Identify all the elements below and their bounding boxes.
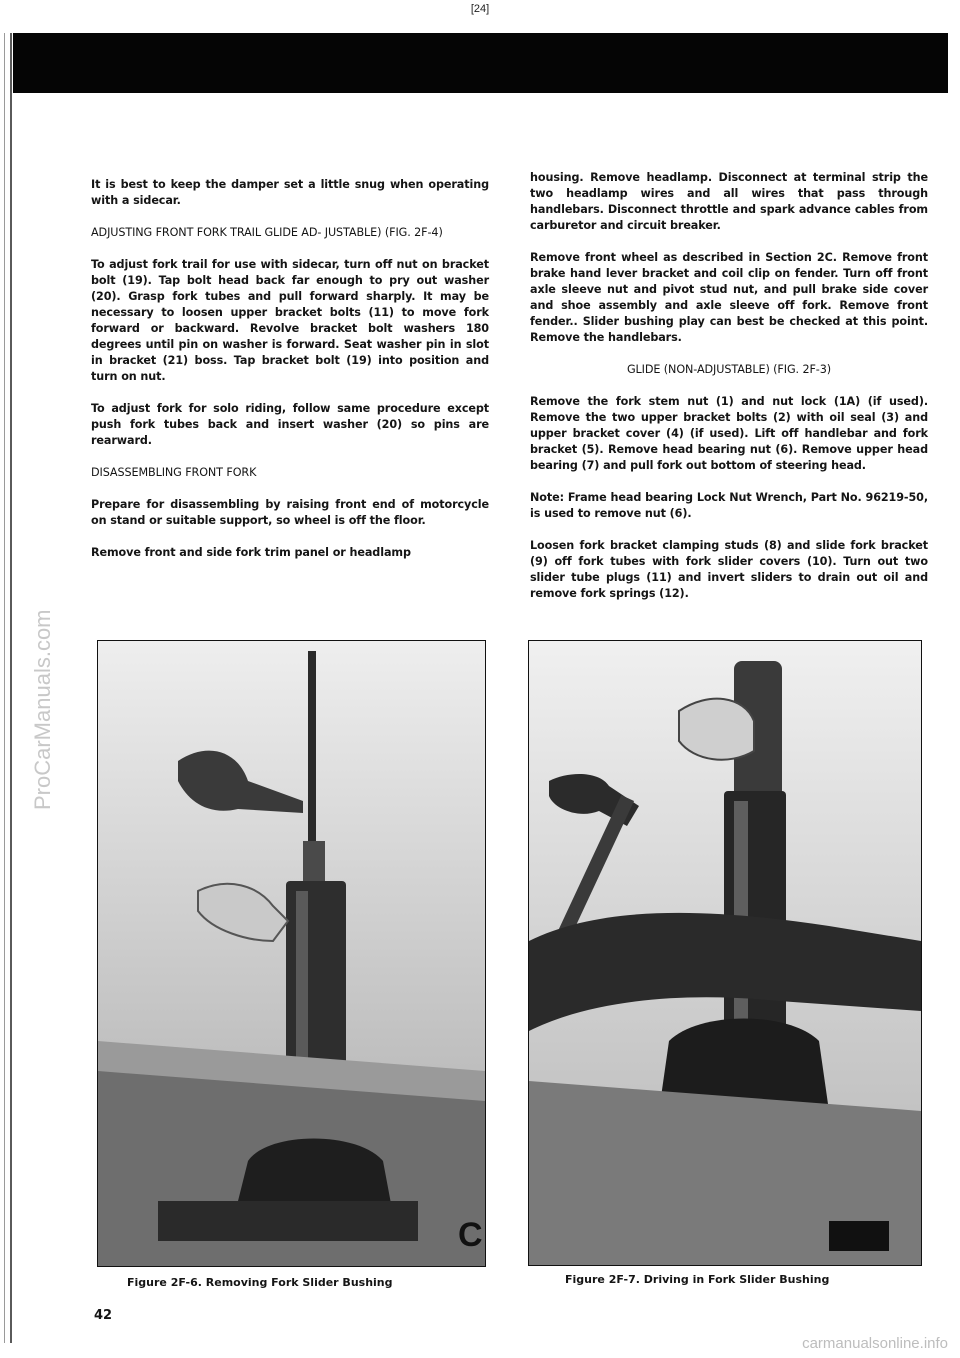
paragraph: Loosen fork bracket clamping studs (8) and slide fork bracket (9) off fork tubes with fork slider covers (10). Turn out two slider tube plugs (11) and invert sliders to drain out oil and remove fork springs (12). bbox=[530, 539, 928, 600]
binding-rule bbox=[10, 33, 12, 1343]
paragraph: Note: Frame head bearing Lock Nut Wrench, Part No. 96219-50, is used to remove nut (6). bbox=[530, 491, 928, 520]
paragraph: Remove front wheel as described in Section 2C. Remove front brake hand lever bracket and coil clip on fender. Turn off front axle sleeve nut and pivot stud nut, and pull brake side cover and shoe assembly and axle sleeve off fork. Remove front fender.. Slider bushing play can best be checked at this point. Remove the handlebars. bbox=[530, 251, 928, 344]
paragraph: housing. Remove headlamp. Disconnect at terminal strip the two headlamp wires and all wires that pass through handlebars. Disconnect throttle and spark advance cables from carburetor and circuit breaker. bbox=[530, 171, 928, 232]
paragraph: Prepare for disassembling by raising front end of motorcycle on stand or suitable support, so wheel is off the floor. bbox=[91, 498, 489, 527]
photo-illustration bbox=[529, 641, 921, 1265]
figure-label: C bbox=[458, 1216, 483, 1254]
right-text-column bbox=[530, 170, 928, 618]
header-band bbox=[13, 33, 948, 93]
section-heading: DISASSEMBLING FRONT FORK bbox=[91, 466, 257, 479]
page-number: 42 bbox=[94, 1308, 113, 1323]
footer-watermark: carmanualsonline.info bbox=[802, 1335, 948, 1352]
side-watermark: ProCarManuals.com bbox=[30, 609, 55, 810]
paragraph: To adjust fork for solo riding, follow same procedure except push fork tubes back and insert washer (20) so pins are rearward. bbox=[91, 402, 489, 447]
section-heading: GLIDE (NON-ADJUSTABLE) (FIG. 2F-3) bbox=[626, 363, 832, 376]
paragraph: It is best to keep the damper set a little snug when operating with a sidecar. bbox=[91, 178, 489, 207]
paragraph: To adjust fork trail for use with sidecar, turn off nut on bracket bolt (19). Tap bolt head back far enough to pry out washer (20). Grasp fork tubes and pull forward sharply. It may be necessary to loosen upper bracket bolts (11) to move fork forward or backward. Revolve bracket bolt washers 180 degrees until pin on washer is forward. Seat washer pin in slot in bracket (21) boss. Tap bracket bolt (19) into position and turn on nut. bbox=[91, 258, 489, 383]
figure-caption: Figure 2F-6. Removing Fork Slider Bushing bbox=[127, 1276, 393, 1289]
page-label: [24] bbox=[470, 3, 490, 15]
paragraph: Remove the fork stem nut (1) and nut lock (1A) (if used). Remove the two upper bracket bolts (2) with oil seal (3) and upper bracket cover (4) (if used). Lift off handlebar and fork bracket (5). Remove head bearing nut (6). Remove upper head bearing (7) and pull fork out bottom of steering head. bbox=[530, 395, 928, 472]
figure-photo-removing-bushing bbox=[97, 640, 486, 1267]
left-text-column bbox=[91, 177, 489, 577]
section-heading: ADJUSTING FRONT FORK TRAIL GLIDE AD- JUSTABLE) (FIG. 2F-4) bbox=[91, 226, 443, 239]
paragraph: Remove front and side fork trim panel or headlamp bbox=[91, 546, 411, 559]
figure-photo-driving-bushing bbox=[528, 640, 922, 1266]
binding-rule-outer bbox=[4, 33, 5, 1343]
photo-illustration bbox=[98, 641, 485, 1266]
figure-caption: Figure 2F-7. Driving in Fork Slider Bushing bbox=[565, 1273, 830, 1286]
